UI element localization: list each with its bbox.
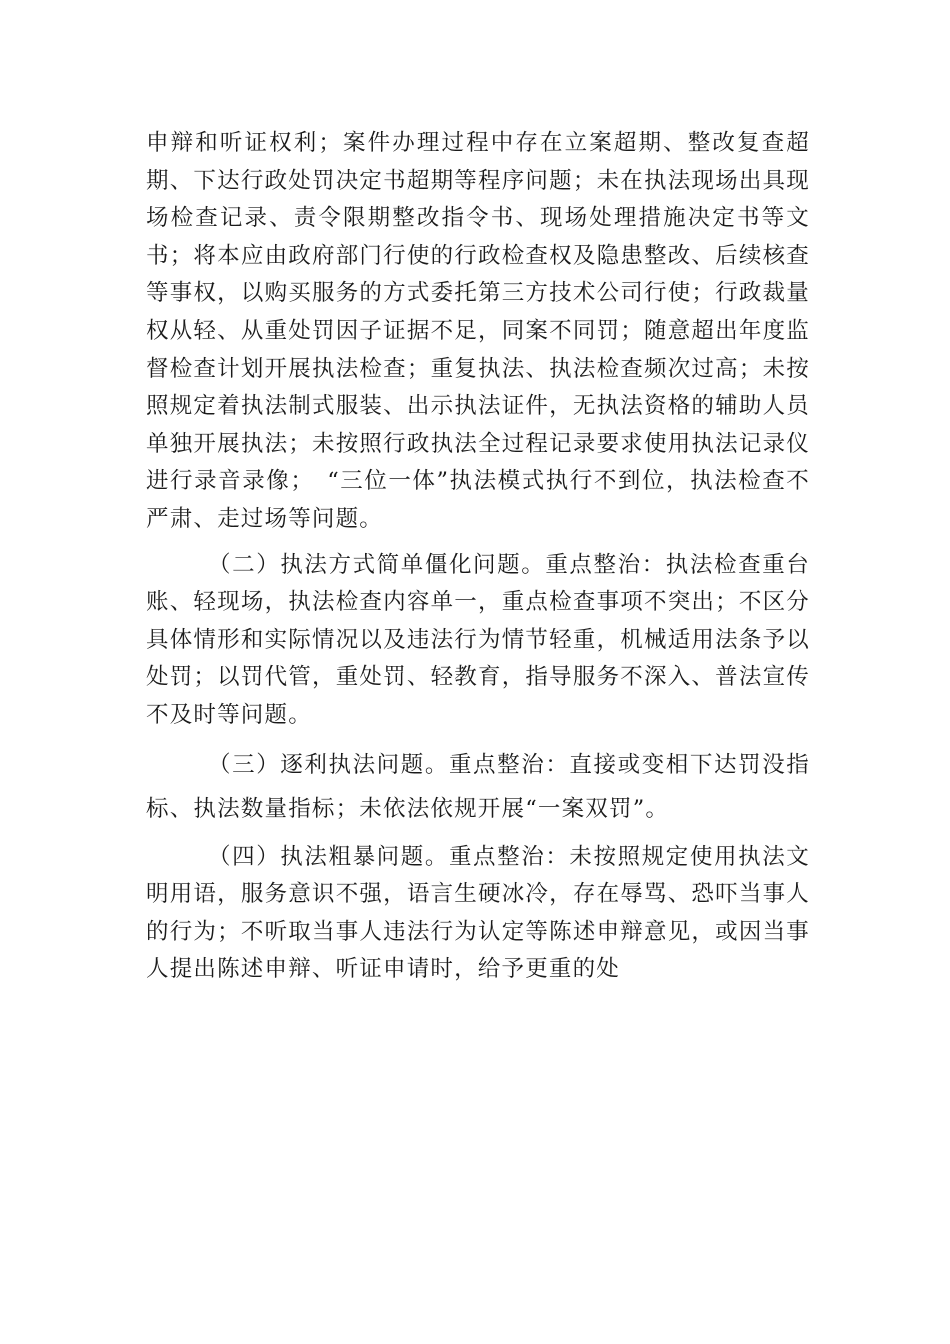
paragraph-section-2: （二）执法方式简单僵化问题。重点整治：执法检查重台账、轻现场，执法检查内容单一，重点检查事项不突出；不区分具体情形和实际情况以及违法行为情节轻重，机械适用法条予以处罚；以罚代管，重处罚、轻教育，指导服务不深入、普法宣传不及时等问题。: [146, 551, 810, 728]
paragraph-section-3: （三）逐利执法问题。重点整治：直接或变相下达罚没指标、执法数量指标；未依法依规开展“一案双罚”。: [146, 751, 810, 822]
document-body: [146, 125, 810, 989]
paragraph-continuation: 申辩和听证权利；案件办理过程中存在立案超期、整改复查超期、下达行政处罚决定书超期等程序问题；未在执法现场出具现场检查记录、责令限期整改指令书、现场处理措施决定书等文书；将本应由政府部门行使的行政检查权及隐患整改、后续核查等事权，以购买服务的方式委托第三方技术公司行使；行政裁量权从轻、从重处罚因子证据不足，同案不同罚；随意超出年度监督检查计划开展执法检查；重复执法、执法检查频次过高；未按照规定着执法制式服装、出示执法证件，无执法资格的辅助人员单独开展执法；未按照行政执法全过程记录要求使用执法记录仪进行录音录像； “三位一体”执法模式执行不到位，执法检查不严肃、走过场等问题。: [146, 130, 810, 532]
paragraph-section-4: （四）执法粗暴问题。重点整治：未按照规定使用执法文明用语，服务意识不强，语言生硬冰冷，存在辱骂、恐吓当事人的行为；不听取当事人违法行为认定等陈述申辩意见，或因当事人提出陈述申辩、听证申请时，给予更重的处: [146, 843, 810, 983]
